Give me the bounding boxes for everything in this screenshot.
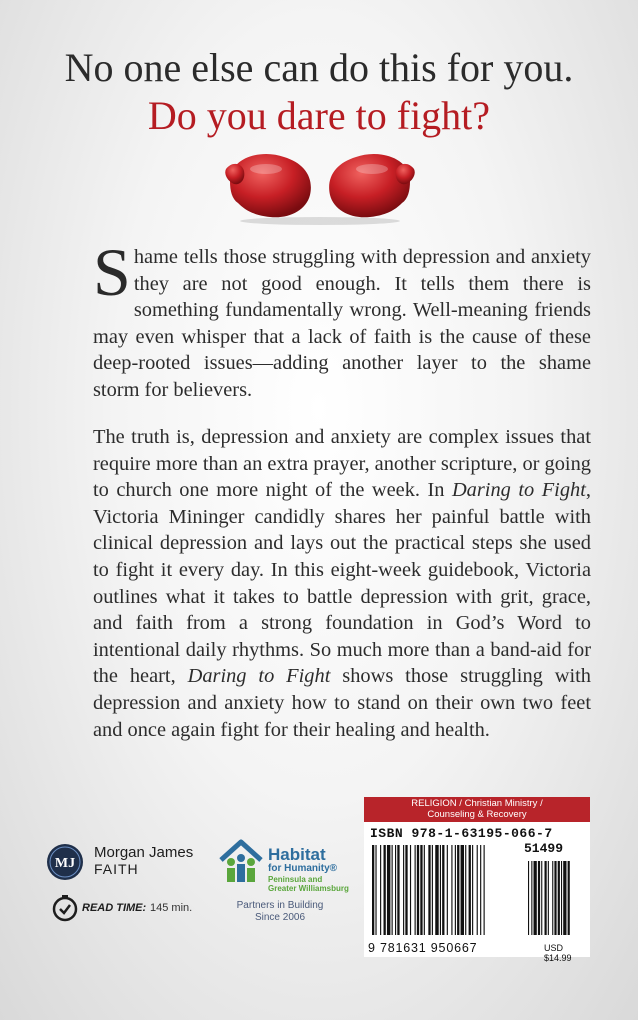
barcode-bar — [424, 845, 425, 935]
barcode-bar — [545, 861, 547, 935]
clock-icon — [50, 894, 80, 922]
category-line-1: RELIGION / Christian Ministry / — [411, 798, 543, 809]
habitat-logo-icon — [217, 838, 265, 886]
barcode-number: 9 781631 950667 — [368, 941, 478, 955]
barcode-bar — [420, 845, 422, 935]
barcode-bar — [384, 845, 386, 935]
read-time-value: 145 min. — [150, 902, 193, 914]
barcode-bar — [477, 845, 478, 935]
barcode-bar — [568, 861, 570, 935]
barcode-bar — [534, 861, 537, 935]
barcode-bar — [552, 861, 553, 935]
habitat-subtitle: for Humanity® — [268, 863, 338, 874]
barcode-bar — [397, 845, 399, 935]
habitat-title: Habitat — [268, 845, 326, 864]
barcode-bar — [395, 845, 396, 935]
paragraph-2-text-b: , Victoria Mininger candidly shares her painful battle with clinical depression and lays out the practical steps she used to fight it every day. In this eight-week guidebook, Victoria outlines what it takes to battle depression with grit, grace, and faith from a strong foundation in God’s Word to intentional daily rhythms. So much more than a band-aid for the heart, — [93, 479, 591, 688]
barcode-bar — [563, 861, 566, 935]
barcode-bar — [375, 845, 376, 935]
habitat-tagline-1: Partners in Building — [236, 900, 324, 911]
barcode-bar — [387, 845, 390, 935]
headline-line-1: No one else can do this for you. — [64, 45, 574, 90]
isbn-text: ISBN 978-1-63195-066-7 — [370, 826, 553, 841]
barcode-bar — [415, 845, 416, 935]
drop-cap: S — [93, 234, 131, 310]
barcode-bar — [531, 861, 532, 935]
headline — [0, 44, 638, 140]
barcode-bar — [538, 861, 540, 935]
headline-line-2: Do you dare to fight? — [147, 93, 491, 138]
barcode-bar — [432, 845, 433, 935]
barcode-bar — [440, 845, 441, 935]
category-banner — [364, 797, 590, 822]
paragraph-2 — [93, 424, 591, 743]
barcode-bar — [372, 845, 374, 935]
barcode-icon — [372, 845, 582, 941]
morgan-james-logo-icon — [46, 843, 84, 881]
barcode-bar — [465, 845, 466, 935]
habitat-tagline-2: Since 2006 — [254, 912, 306, 923]
book-title-italic: Daring to Fight — [187, 665, 331, 688]
category-line-2: Counseling & Recovery — [427, 808, 527, 820]
barcode-bar — [428, 845, 430, 935]
paragraph-1 — [93, 234, 591, 404]
paragraph-2-text-a: The truth is, depression and anxiety are complex issues that require more than an extra prayer, another scripture, or going to church one more night of the week. In — [93, 426, 591, 502]
barcode-bar — [554, 861, 556, 935]
barcode-bar — [541, 861, 542, 935]
book-title-italic: Daring to Fight — [451, 479, 586, 502]
publisher-imprint: FAITH — [94, 861, 139, 877]
barcode-bar — [410, 845, 411, 935]
paragraph-1-text: hame tells those struggling with depression and anxiety they are not good enough. It tells them there is something fundamentally wrong. Well-meaning friends may even whisper that a lack of faith is the cause of these deep-rooted issues—adding another layer to the shame storm for believers. — [93, 246, 591, 401]
barcode-bar — [403, 845, 404, 935]
price-code: 51499 — [524, 841, 564, 856]
read-time-label: READ TIME: — [82, 902, 147, 914]
barcode-bar — [435, 845, 438, 935]
barcode-bar — [461, 845, 464, 935]
barcode-bar — [392, 845, 393, 935]
barcode-bar — [405, 845, 407, 935]
barcode-bar — [480, 845, 481, 935]
barcode-bar — [451, 845, 452, 935]
barcode-bar — [380, 845, 381, 935]
barcode-bar — [528, 861, 529, 935]
barcode-bar — [472, 845, 473, 935]
barcode-bar — [469, 845, 471, 935]
habitat-region-2: Greater Williamsburg — [268, 884, 349, 893]
barcode-bar — [484, 845, 485, 935]
price: USD $14.99 — [544, 943, 572, 963]
barcode-bar — [548, 861, 549, 935]
barcode-bar — [455, 845, 456, 935]
barcode-bar — [442, 845, 444, 935]
habitat-tagline — [220, 900, 340, 924]
barcode-bar — [447, 845, 448, 935]
mj-logo-text: MJ — [54, 856, 76, 871]
barcode-block — [364, 797, 590, 963]
boxing-gloves-icon — [222, 147, 418, 225]
barcode-bar — [561, 861, 562, 935]
barcode-bar — [417, 845, 419, 935]
barcode-bar — [558, 861, 560, 935]
paragraph-2-text-c: shows those struggling with depression and anxiety how to stand on their own two feet and once again fight for their healing and health. — [93, 665, 591, 741]
publisher-name: Morgan James — [94, 844, 194, 861]
habitat-region-1: Peninsula and — [268, 875, 323, 884]
barcode-bar — [457, 845, 459, 935]
